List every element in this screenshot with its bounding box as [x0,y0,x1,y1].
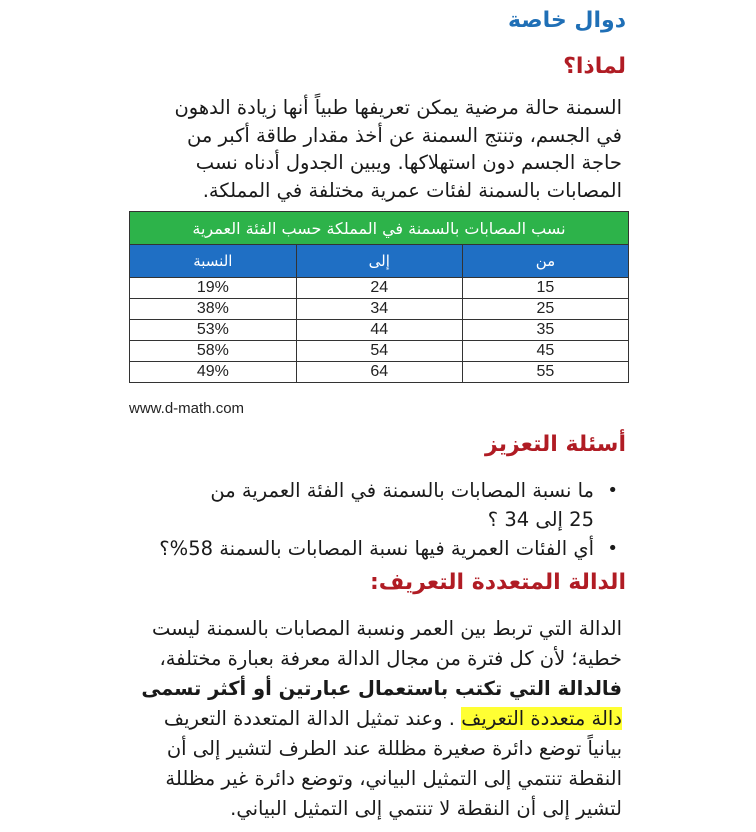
intro-paragraph [102,94,622,204]
definition-line [102,704,622,734]
question-line: أي الفئات العمرية فيها نسبة المصابات بالسمنة 58%؟ [159,537,594,560]
questions-list [100,476,620,563]
list-item [100,534,620,563]
piecewise-heading: الدالة المتعددة التعريف: [369,570,626,595]
intro-line: المصابات بالسمنة لفئات عمرية مختلفة في المملكة. [202,178,622,202]
definition-line-tail: . وعند تمثيل الدالة المتعددة التعريف [163,707,462,730]
table-title-row [130,212,629,245]
question-line: ما نسبة المصابات بالسمنة في الفئة العمرية من [210,479,594,502]
cell-to: 54 [296,341,462,362]
table-header-row [130,245,629,278]
why-heading: لماذا؟ [563,54,626,79]
cell-to: 34 [296,299,462,320]
definition-bold-line: فالدالة التي تكتب باستعمال عبارتين أو أكثر تسمى [141,677,622,700]
cell-from: 15 [462,278,628,299]
cell-percent: 53% [130,320,297,341]
table-row [130,299,629,320]
intro-line: حاجة الجسم دون استهلاكها. ويبين الجدول أدناه نسب [195,151,622,174]
column-header-from: من [462,245,628,278]
table-row [130,278,629,299]
cell-percent: 49% [130,362,297,383]
definition-line: لتشير إلى أن النقطة لا تنتمي إلى التمثيل البياني. [230,797,622,820]
highlighted-term: دالة متعددة التعريف [461,707,622,730]
definition-line: خطية؛ لأن كل فترة من مجال الدالة معرفة بعبارة مختلفة، [159,647,622,670]
section-title: دوال خاصة [508,8,626,33]
intro-line: السمنة حالة مرضية يمكن تعريفها طبياً أنها زيادة الدهون [174,96,622,119]
cell-from: 55 [462,362,628,383]
website-link[interactable]: www.d-math.com [129,400,245,417]
obesity-table [129,211,629,383]
cell-percent: 58% [130,341,297,362]
table-row [130,362,629,383]
bullet-icon: • [607,480,618,501]
cell-percent: 19% [130,278,297,299]
cell-from: 45 [462,341,628,362]
cell-to: 24 [296,278,462,299]
table-row [130,320,629,341]
column-header-percent: النسبة [130,245,297,278]
definition-paragraph [102,614,622,824]
cell-from: 25 [462,299,628,320]
intro-line: في الجسم، وتنتج السمنة عن أخذ مقدار طاقة أكبر من [187,123,622,147]
table-title: نسب المصابات بالسمنة في المملكة حسب الفئة العمرية [130,212,629,245]
reinforcement-heading: أسئلة التعزيز [485,432,626,457]
definition-line: بيانياً توضع دائرة صغيرة مظللة عند الطرف لتشير إلى أن [166,737,622,760]
cell-from: 35 [462,320,628,341]
cell-to: 44 [296,320,462,341]
bullet-icon: • [607,538,618,559]
list-item [100,476,620,534]
question-line: 25 إلى 34 ؟ [487,508,594,531]
column-header-to: إلى [296,245,462,278]
cell-percent: 38% [130,299,297,320]
table-row [130,341,629,362]
cell-to: 64 [296,362,462,383]
definition-line: النقطة تنتمي إلى التمثيل البياني، وتوضع دائرة غير مظللة [165,767,622,790]
definition-line: الدالة التي تربط بين العمر ونسبة المصابات بالسمنة ليست [151,617,622,640]
